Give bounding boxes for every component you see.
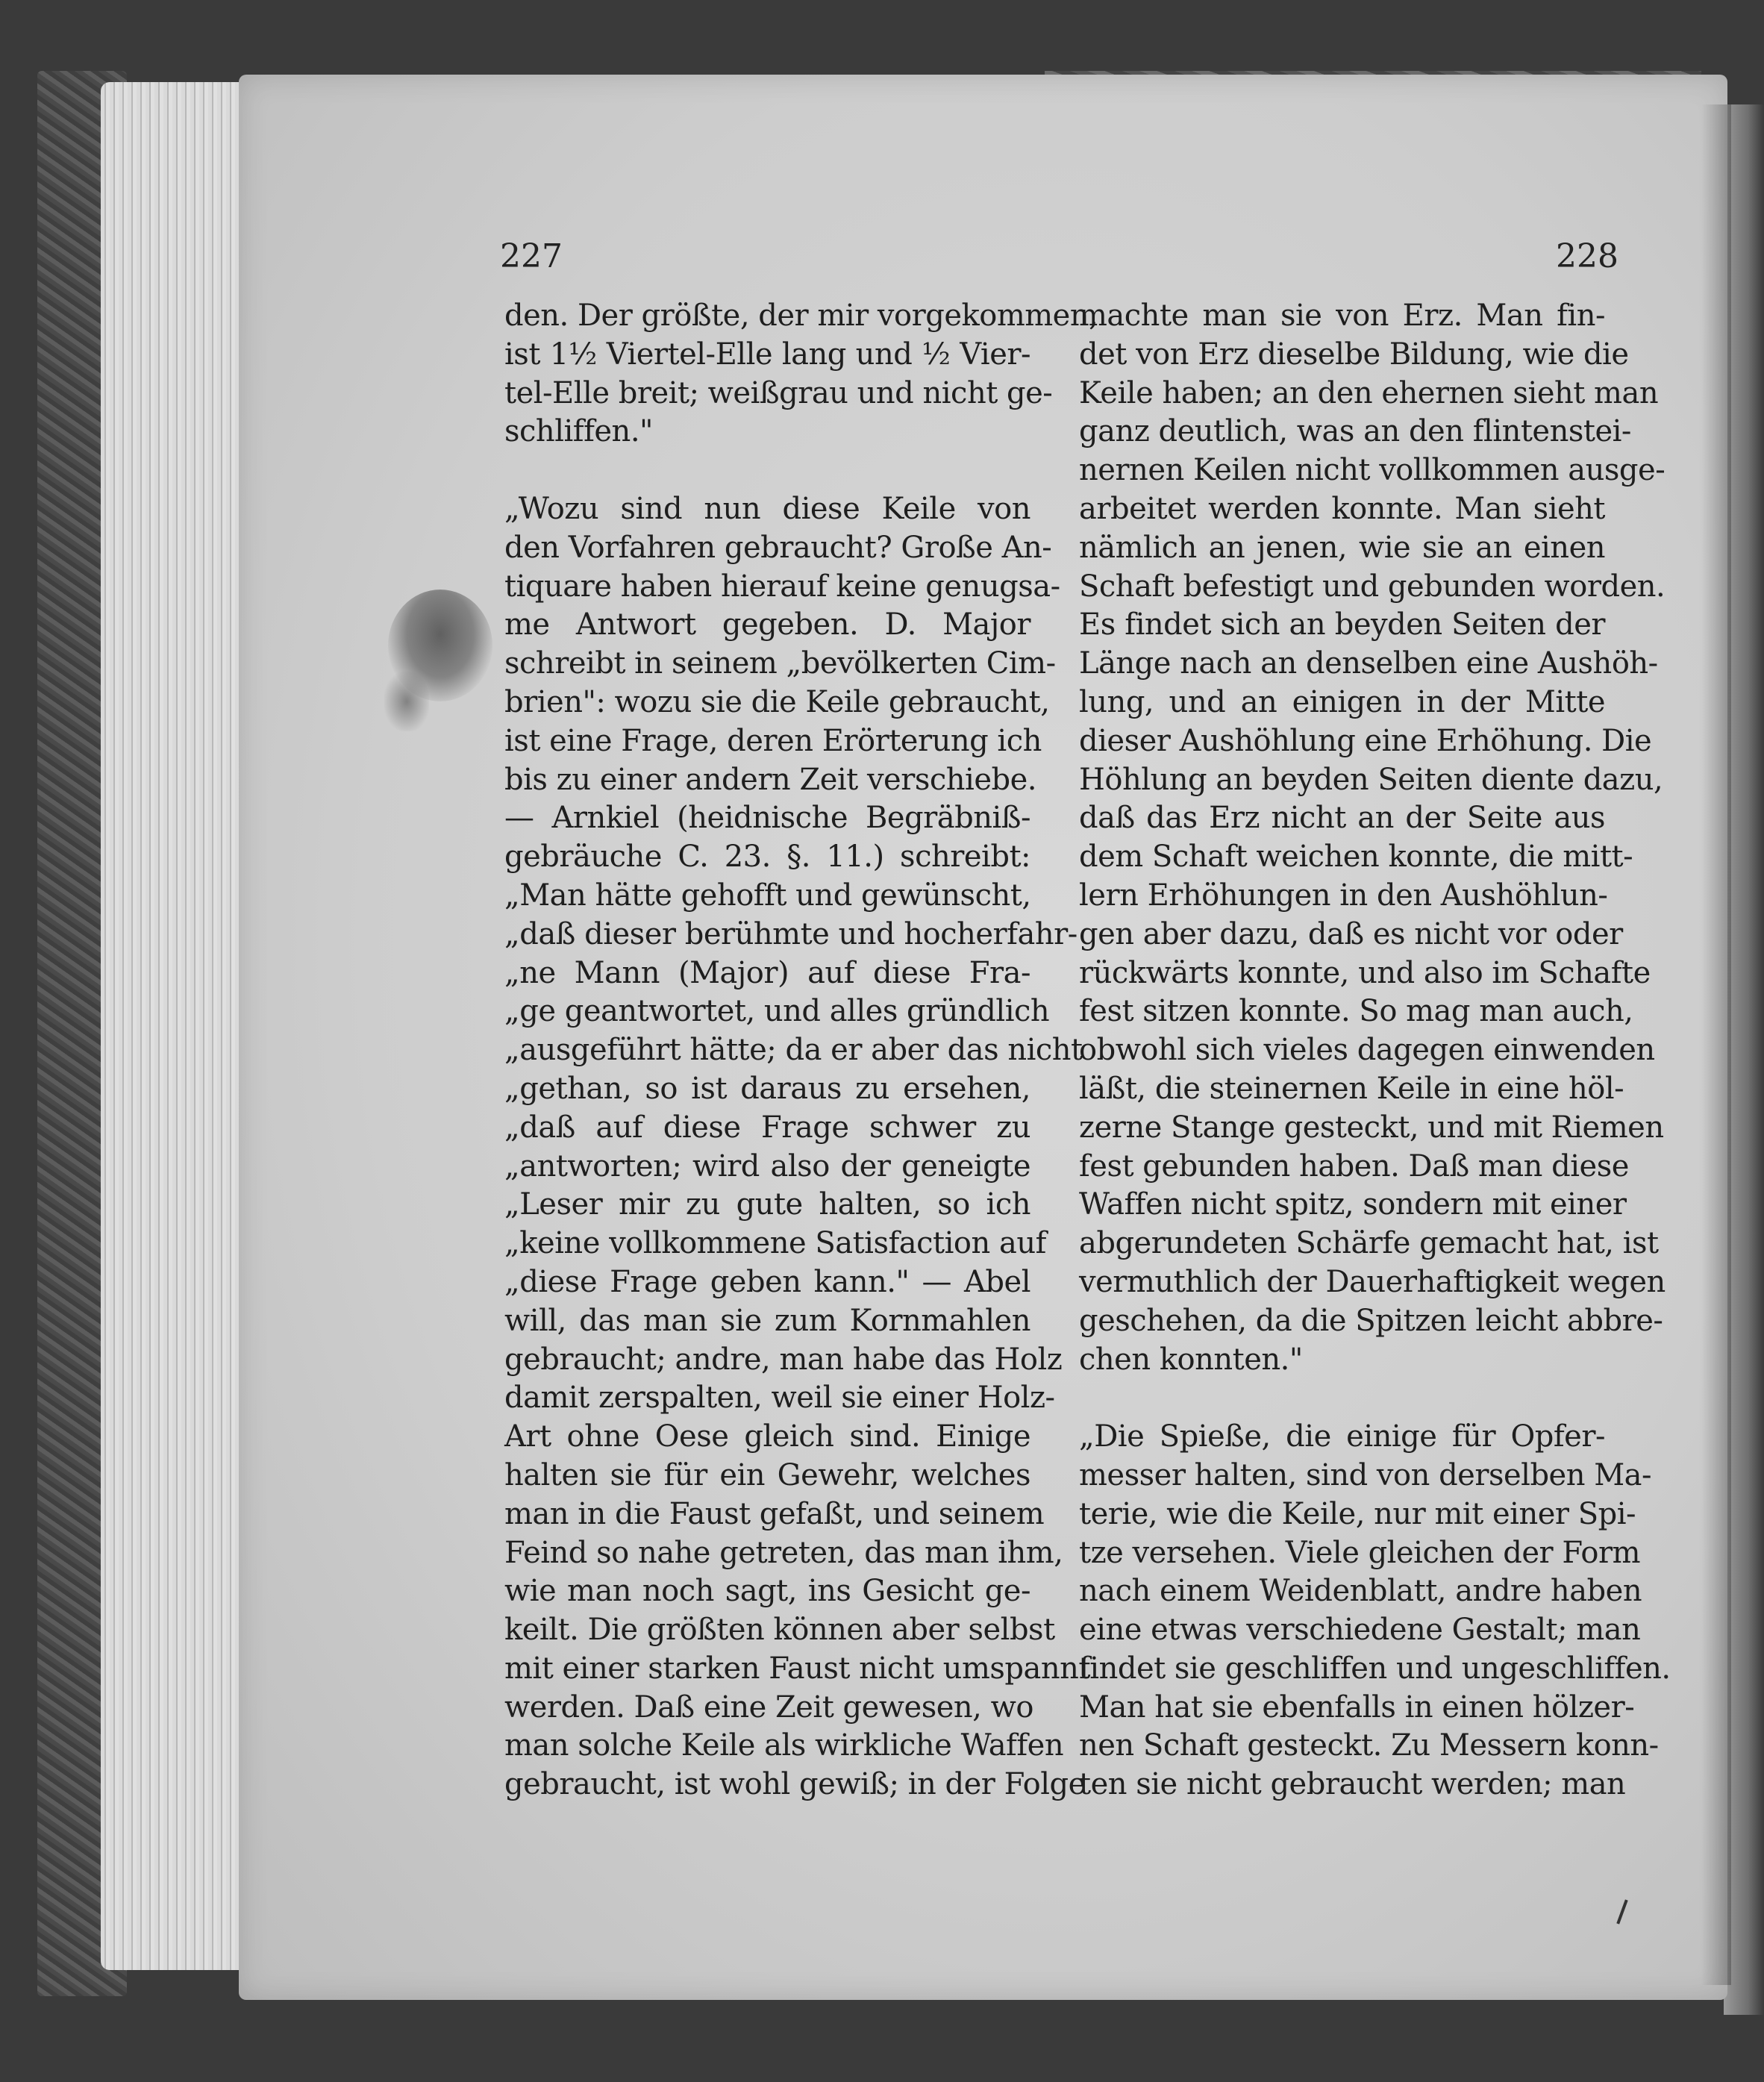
text-line: nernen Keilen nicht vollkommen ausge-: [1079, 453, 1666, 488]
text-line: gebräuche C. 23. §. 11.) schreibt:: [504, 840, 1030, 875]
left-page-number: 227: [500, 237, 563, 275]
text-line: Man hat sie ebenfalls in einen hölzer-: [1079, 1689, 1635, 1725]
text-line: fest sitzen konnte. So mag man auch,: [1079, 994, 1633, 1029]
text-line: den. Der größte, der mir vorgekommen,: [504, 298, 1098, 333]
text-line: Höhlung an beyden Seiten diente dazu,: [1079, 762, 1663, 797]
text-line: lung, und an einigen in der Mitte: [1079, 684, 1605, 719]
text-line: dieser Aushöhlung eine Erhöhung. Die: [1079, 723, 1652, 758]
text-line: Länge nach an denselben eine Aushöh-: [1079, 646, 1658, 681]
text-line: zerne Stange gesteckt, und mit Riemen: [1079, 1110, 1664, 1145]
text-line: „Leser mir zu gute halten, so ich: [504, 1187, 1030, 1222]
text-line: Waffen nicht spitz, sondern mit einer: [1079, 1187, 1627, 1222]
page-stack: [101, 82, 250, 1970]
text-line: Feind so nahe getreten, das man ihm,: [504, 1535, 1063, 1570]
text-line: nen Schaft gesteckt. Zu Messern konn-: [1079, 1728, 1659, 1763]
text-line: ganz deutlich, was an den flintenstei-: [1079, 414, 1631, 449]
text-line: bis zu einer andern Zeit verschiebe.: [504, 762, 1036, 797]
text-line: „keine vollkommene Satisfaction auf: [504, 1226, 1046, 1261]
text-line: vermuthlich der Dauerhaftigkeit wegen: [1079, 1264, 1666, 1299]
text-line: gebraucht; andre, man habe das Holz: [504, 1342, 1063, 1377]
text-line: den Vorfahren gebraucht? Große An-: [504, 530, 1052, 565]
text-line: findet sie geschliffen und ungeschliffen.: [1079, 1651, 1671, 1686]
text-line: eine etwas verschiedene Gestalt; man: [1079, 1613, 1641, 1648]
text-line: „Wozu sind nun diese Keile von: [504, 491, 1030, 526]
text-line: will, das man sie zum Kornmahlen: [504, 1303, 1030, 1338]
right-text-column: [1079, 297, 1671, 1804]
text-line: „ge geantwortet, und alles gründlich: [504, 994, 1050, 1029]
text-line: fest gebunden haben. Daß man diese: [1079, 1148, 1629, 1184]
text-line: nach einem Weidenblatt, andre haben: [1079, 1574, 1642, 1609]
text-line: obwohl sich vieles dagegen einwenden: [1079, 1033, 1655, 1068]
text-line: messer halten, sind von derselben Ma-: [1079, 1457, 1652, 1492]
text-line: Keile haben; an den ehernen sieht man: [1079, 375, 1659, 410]
text-line: geschehen, da die Spitzen leicht abbre-: [1079, 1303, 1663, 1338]
text-line: dem Schaft weichen konnte, die mitt-: [1079, 840, 1633, 875]
text-line: „ausgeführt hätte; da er aber das nicht: [504, 1033, 1083, 1068]
text-line: chen konnten.": [1079, 1342, 1303, 1377]
left-text-column: [504, 297, 1098, 1804]
text-line: — Arnkiel (heidnische Begräbniß-: [504, 801, 1030, 836]
text-line: keilt. Die größten können aber selbst: [504, 1613, 1055, 1648]
text-line: nämlich an jenen, wie sie an einen: [1079, 530, 1605, 565]
text-line: det von Erz dieselbe Bildung, wie die: [1079, 337, 1629, 372]
text-line: Schaft befestigt und gebunden worden.: [1079, 569, 1666, 604]
text-line: man solche Keile als wirkliche Waffen: [504, 1728, 1064, 1763]
text-line: machte man sie von Erz. Man fin-: [1079, 298, 1605, 333]
text-line: „diese Frage geben kann." — Abel: [504, 1264, 1030, 1299]
text-line: „gethan, so ist daraus zu ersehen,: [504, 1071, 1030, 1106]
text-line: schliffen.": [504, 414, 653, 449]
paragraph-gap: [504, 451, 1030, 490]
text-line: gen aber dazu, daß es nicht vor oder: [1079, 916, 1623, 951]
text-line: mit einer starken Faust nicht umspannt: [504, 1651, 1090, 1686]
text-line: rückwärts konnte, und also im Schafte: [1079, 955, 1651, 990]
right-page-number: 228: [1556, 237, 1618, 275]
text-line: ist 1½ Viertel-Elle lang und ½ Vier-: [504, 337, 1030, 372]
text-line: werden. Daß eine Zeit gewesen, wo: [504, 1689, 1033, 1725]
text-line: „ne Mann (Major) auf diese Fra-: [504, 955, 1030, 990]
text-line: ten sie nicht gebraucht werden; man: [1079, 1767, 1626, 1802]
text-line: „Die Spieße, die einige für Opfer-: [1079, 1419, 1605, 1454]
text-line: ist eine Frage, deren Erörterung ich: [504, 723, 1042, 758]
text-line: arbeitet werden konnte. Man sieht: [1079, 491, 1605, 526]
text-line: tel-Elle breit; weißgrau und nicht ge-: [504, 375, 1053, 410]
text-line: brien": wozu sie die Keile gebraucht,: [504, 684, 1050, 719]
text-line: tiquare haben hierauf keine genugsa-: [504, 569, 1060, 604]
text-line: gebraucht, ist wohl gewiß; in der Folge: [504, 1767, 1086, 1802]
text-line: wie man noch sagt, ins Gesicht ge-: [504, 1574, 1030, 1609]
text-line: terie, wie die Keile, nur mit einer Spi-: [1079, 1496, 1636, 1531]
text-line: „antworten; wird also der geneigte: [504, 1148, 1030, 1184]
text-line: „daß auf diese Frage schwer zu: [504, 1110, 1030, 1145]
text-line: schreibt in seinem „bevölkerten Cim-: [504, 646, 1056, 681]
text-line: damit zerspalten, weil sie einer Holz-: [504, 1381, 1055, 1416]
text-line: halten sie für ein Gewehr, welches: [504, 1457, 1030, 1492]
text-line: Art ohne Oese gleich sind. Einige: [504, 1419, 1030, 1454]
text-line: „daß dieser berühmte und hocherfahr-: [504, 916, 1078, 951]
text-line: tze versehen. Viele gleichen der Form: [1079, 1535, 1641, 1570]
text-line: man in die Faust gefaßt, und seinem: [504, 1496, 1045, 1531]
text-line: „Man hätte gehofft und gewünscht,: [504, 878, 1031, 913]
text-line: me Antwort gegeben. D. Major: [504, 607, 1030, 643]
text-line: abgerundeten Schärfe gemacht hat, ist: [1079, 1226, 1659, 1261]
page-gutter-shadow: [1701, 104, 1731, 1985]
ink-stain-drip: [384, 672, 429, 731]
text-line: daß das Erz nicht an der Seite aus: [1079, 801, 1605, 836]
text-line: Es findet sich an beyden Seiten der: [1079, 607, 1605, 643]
paragraph-gap: [1079, 1379, 1605, 1418]
text-line: läßt, die steinernen Keile in eine höl-: [1079, 1071, 1624, 1106]
text-line: lern Erhöhungen in den Aushöhlun-: [1079, 878, 1608, 913]
